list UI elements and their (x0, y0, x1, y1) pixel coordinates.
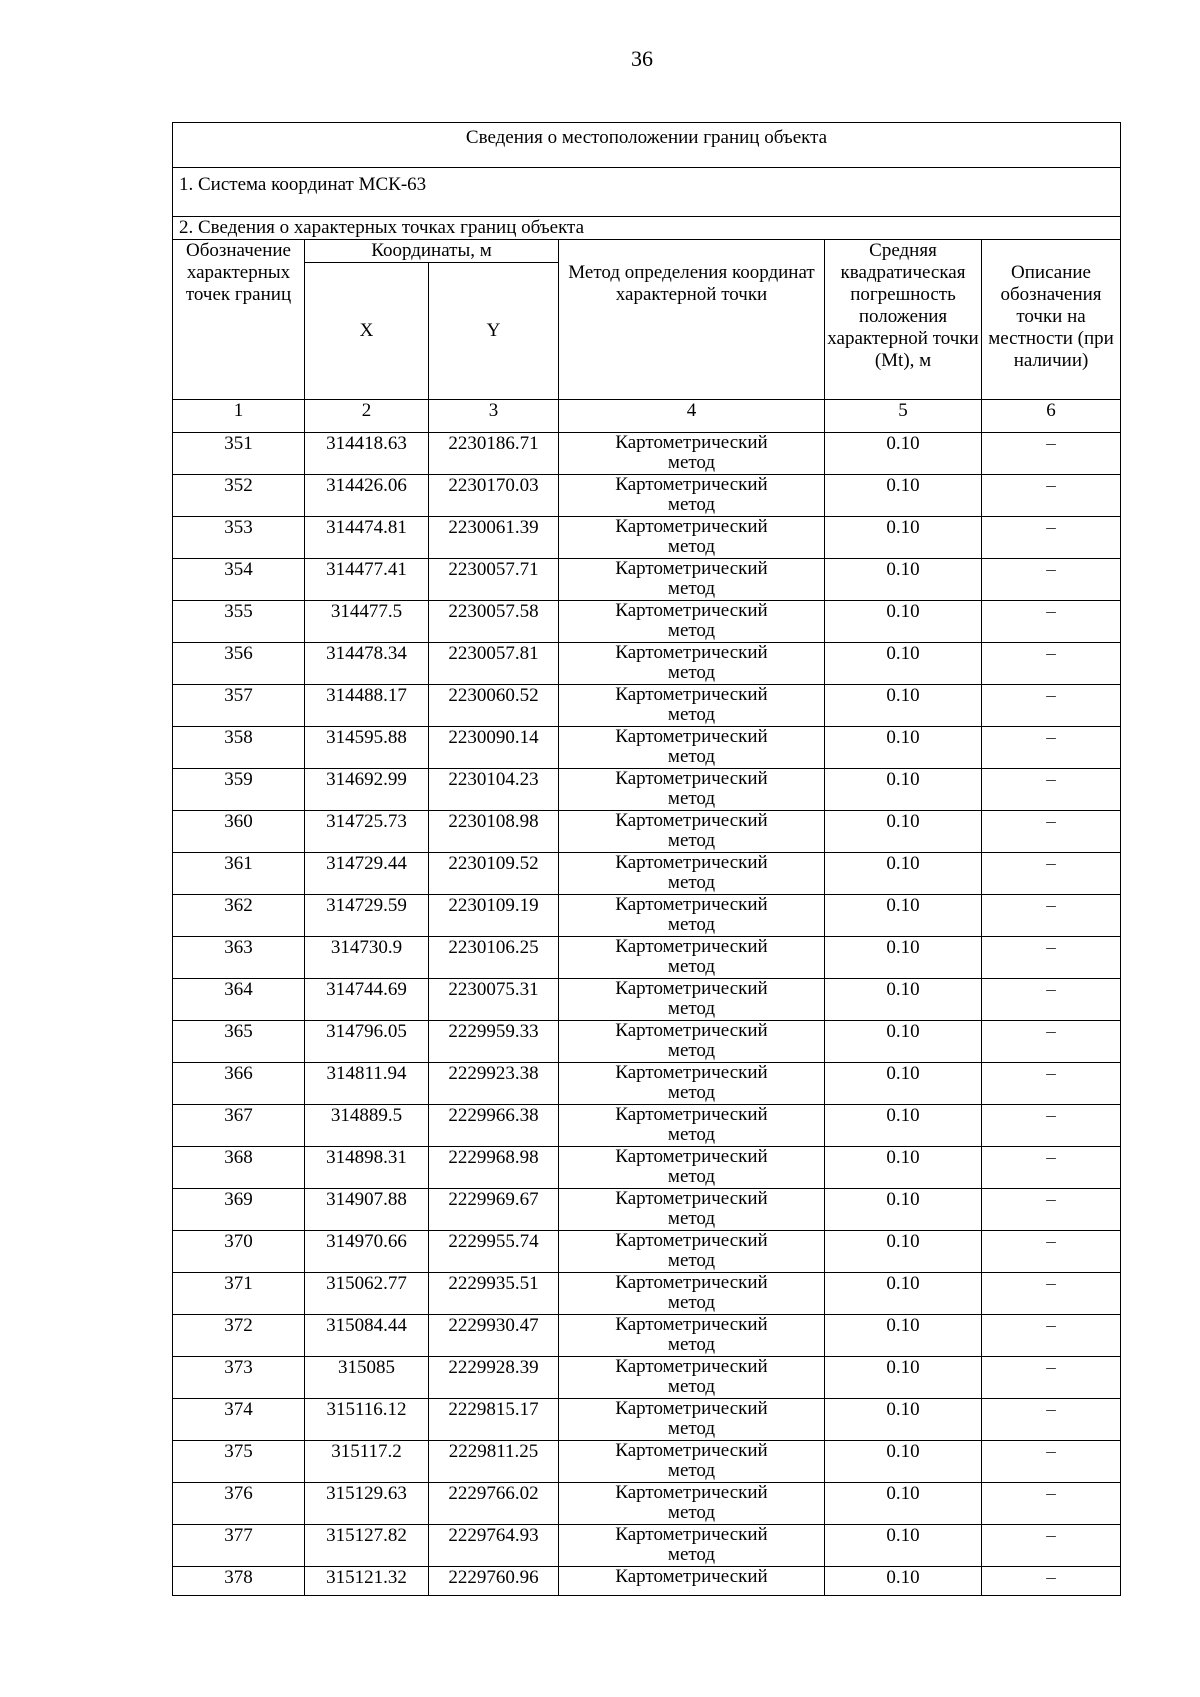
description: – (982, 1315, 1121, 1357)
point-number: 360 (173, 811, 305, 853)
coord-y: 2230057.58 (429, 601, 559, 643)
mean-error: 0.10 (825, 433, 982, 475)
coord-x: 314692.99 (305, 769, 429, 811)
point-number: 363 (173, 937, 305, 979)
description: – (982, 559, 1121, 601)
method (559, 1105, 825, 1147)
mean-error: 0.10 (825, 1231, 982, 1273)
method-line-2: метод (667, 914, 716, 935)
method-line-2: метод (667, 788, 716, 809)
mean-error: 0.10 (825, 1525, 982, 1567)
point-number: 357 (173, 685, 305, 727)
method-line-2: метод (667, 872, 716, 893)
method (559, 1273, 825, 1315)
coord-y: 2230075.31 (429, 979, 559, 1021)
description: – (982, 433, 1121, 475)
coord-x: 314488.17 (305, 685, 429, 727)
point-number: 376 (173, 1483, 305, 1525)
method (559, 1525, 825, 1567)
point-number: 356 (173, 643, 305, 685)
mean-error: 0.10 (825, 853, 982, 895)
method-line-2: метод (667, 536, 716, 557)
method (559, 1189, 825, 1231)
method-line-2: метод (667, 578, 716, 599)
description: – (982, 769, 1121, 811)
column-number: 2 (305, 400, 429, 433)
coord-y: 2230057.71 (429, 559, 559, 601)
coord-y: 2230106.25 (429, 937, 559, 979)
header-description: Описание обозначения точки на местности (при наличии) (982, 240, 1121, 400)
table-row (173, 1147, 1121, 1189)
table-row (173, 1273, 1121, 1315)
mean-error: 0.10 (825, 1441, 982, 1483)
mean-error: 0.10 (825, 1189, 982, 1231)
point-number: 362 (173, 895, 305, 937)
point-number: 361 (173, 853, 305, 895)
mean-error: 0.10 (825, 517, 982, 559)
point-number: 355 (173, 601, 305, 643)
method-line-2: метод (667, 1544, 716, 1565)
point-number: 367 (173, 1105, 305, 1147)
coord-x: 314796.05 (305, 1021, 429, 1063)
coord-y: 2230104.23 (429, 769, 559, 811)
coord-y: 2229766.02 (429, 1483, 559, 1525)
point-number: 365 (173, 1021, 305, 1063)
table-row (173, 811, 1121, 853)
description: – (982, 1483, 1121, 1525)
coord-y: 2229923.38 (429, 1063, 559, 1105)
method-line-1: Картометрический (615, 726, 768, 747)
method (559, 601, 825, 643)
method-line-2: метод (667, 1166, 716, 1187)
point-number: 372 (173, 1315, 305, 1357)
point-number: 366 (173, 1063, 305, 1105)
method-line-1: Картометрический (615, 558, 768, 579)
coord-x: 315117.2 (305, 1441, 429, 1483)
method (559, 475, 825, 517)
description: – (982, 1525, 1121, 1567)
method-line-1: Картометрический (615, 1566, 768, 1587)
table-row (173, 1483, 1121, 1525)
method-line-2: метод (667, 1376, 716, 1397)
method-line-2: метод (667, 1208, 716, 1229)
mean-error: 0.10 (825, 685, 982, 727)
coord-x: 315129.63 (305, 1483, 429, 1525)
coord-x: 314478.34 (305, 643, 429, 685)
coord-x: 314907.88 (305, 1189, 429, 1231)
coord-y: 2229815.17 (429, 1399, 559, 1441)
coord-x: 314474.81 (305, 517, 429, 559)
coord-x: 315121.32 (305, 1567, 429, 1596)
coord-x: 315084.44 (305, 1315, 429, 1357)
method-line-1: Картометрический (615, 1482, 768, 1503)
header-designation: Обозначение характерных точек границ (173, 240, 305, 400)
table-row (173, 475, 1121, 517)
table-row (173, 601, 1121, 643)
method-line-1: Картометрический (615, 1188, 768, 1209)
table-row (173, 685, 1121, 727)
table-row (173, 1021, 1121, 1063)
method-line-1: Картометрический (615, 978, 768, 999)
method-line-1: Картометрический (615, 432, 768, 453)
header-x: X (305, 263, 429, 400)
table-row (173, 517, 1121, 559)
mean-error: 0.10 (825, 727, 982, 769)
description: – (982, 685, 1121, 727)
method-line-2: метод (667, 1502, 716, 1523)
description: – (982, 1189, 1121, 1231)
method (559, 685, 825, 727)
method-line-1: Картометрический (615, 600, 768, 621)
mean-error: 0.10 (825, 979, 982, 1021)
method-line-1: Картометрический (615, 1062, 768, 1083)
table-row (173, 853, 1121, 895)
coord-y: 2230109.19 (429, 895, 559, 937)
coord-y: 2230109.52 (429, 853, 559, 895)
method-line-1: Картометрический (615, 1272, 768, 1293)
column-number: 3 (429, 400, 559, 433)
description: – (982, 1105, 1121, 1147)
coord-y: 2229811.25 (429, 1441, 559, 1483)
method-line-2: метод (667, 452, 716, 473)
table-row (173, 1189, 1121, 1231)
coord-x: 314889.5 (305, 1105, 429, 1147)
method-line-2: метод (667, 704, 716, 725)
method (559, 853, 825, 895)
coord-x: 314898.31 (305, 1147, 429, 1189)
method (559, 769, 825, 811)
description: – (982, 643, 1121, 685)
mean-error: 0.10 (825, 1147, 982, 1189)
coord-y: 2230061.39 (429, 517, 559, 559)
method-line-2: метод (667, 1460, 716, 1481)
mean-error: 0.10 (825, 1315, 982, 1357)
description: – (982, 937, 1121, 979)
mean-error: 0.10 (825, 475, 982, 517)
coord-y: 2229955.74 (429, 1231, 559, 1273)
method-line-2: метод (667, 1124, 716, 1145)
header-y: Y (429, 263, 559, 400)
mean-error: 0.10 (825, 1357, 982, 1399)
mean-error: 0.10 (825, 643, 982, 685)
description: – (982, 475, 1121, 517)
point-number: 369 (173, 1189, 305, 1231)
coord-x: 314477.5 (305, 601, 429, 643)
description: – (982, 1399, 1121, 1441)
column-number: 4 (559, 400, 825, 433)
header-error: Средняя квадратическая погрешность положения характерной точки (Mt), м (825, 240, 982, 400)
method (559, 1063, 825, 1105)
table-row (173, 1567, 1121, 1596)
table-title: Сведения о местоположении границ объекта (173, 123, 1121, 168)
method (559, 1231, 825, 1273)
column-number: 5 (825, 400, 982, 433)
method-line-1: Картометрический (615, 642, 768, 663)
coord-x: 314477.41 (305, 559, 429, 601)
point-number: 374 (173, 1399, 305, 1441)
coord-x: 315062.77 (305, 1273, 429, 1315)
table-row (173, 1357, 1121, 1399)
point-number: 370 (173, 1231, 305, 1273)
method-line-2: метод (667, 1082, 716, 1103)
point-number: 377 (173, 1525, 305, 1567)
method (559, 1357, 825, 1399)
point-number: 354 (173, 559, 305, 601)
method (559, 517, 825, 559)
boundary-points-table (172, 122, 1121, 1596)
point-number: 359 (173, 769, 305, 811)
point-number: 351 (173, 433, 305, 475)
coord-x: 315127.82 (305, 1525, 429, 1567)
description: – (982, 979, 1121, 1021)
point-number: 368 (173, 1147, 305, 1189)
method (559, 937, 825, 979)
method (559, 1315, 825, 1357)
table-row (173, 1399, 1121, 1441)
method-line-1: Картометрический (615, 1398, 768, 1419)
description: – (982, 895, 1121, 937)
description: – (982, 811, 1121, 853)
method-line-2: метод (667, 746, 716, 767)
method-line-1: Картометрический (615, 684, 768, 705)
coord-y: 2230170.03 (429, 475, 559, 517)
mean-error: 0.10 (825, 1021, 982, 1063)
table-row (173, 1525, 1121, 1567)
description: – (982, 1273, 1121, 1315)
column-number: 1 (173, 400, 305, 433)
description: – (982, 1567, 1121, 1596)
method (559, 979, 825, 1021)
coord-x: 314725.73 (305, 811, 429, 853)
point-number: 353 (173, 517, 305, 559)
coord-x: 314744.69 (305, 979, 429, 1021)
table-row (173, 895, 1121, 937)
description: – (982, 1021, 1121, 1063)
point-number: 373 (173, 1357, 305, 1399)
point-number: 364 (173, 979, 305, 1021)
table-row (173, 769, 1121, 811)
method-line-2: метод (667, 1250, 716, 1271)
method (559, 1483, 825, 1525)
method-line-2: метод (667, 494, 716, 515)
coord-y: 2229966.38 (429, 1105, 559, 1147)
mean-error: 0.10 (825, 895, 982, 937)
table-row (173, 1063, 1121, 1105)
table-row (173, 559, 1121, 601)
method-line-2: метод (667, 1418, 716, 1439)
description: – (982, 517, 1121, 559)
mean-error: 0.10 (825, 769, 982, 811)
coord-x: 314729.44 (305, 853, 429, 895)
table-row (173, 937, 1121, 979)
point-number: 352 (173, 475, 305, 517)
method-line-1: Картометрический (615, 768, 768, 789)
method (559, 1567, 825, 1596)
method-line-1: Картометрический (615, 810, 768, 831)
method-line-1: Картометрический (615, 1230, 768, 1251)
method (559, 1441, 825, 1483)
description: – (982, 1147, 1121, 1189)
method (559, 811, 825, 853)
coord-y: 2229935.51 (429, 1273, 559, 1315)
coord-y: 2229928.39 (429, 1357, 559, 1399)
method (559, 1399, 825, 1441)
coord-x: 314426.06 (305, 475, 429, 517)
table-row (173, 1105, 1121, 1147)
coord-x: 314595.88 (305, 727, 429, 769)
method (559, 559, 825, 601)
method (559, 643, 825, 685)
method-line-2: метод (667, 1334, 716, 1355)
method-line-1: Картометрический (615, 1020, 768, 1041)
method-line-2: метод (667, 998, 716, 1019)
coord-y: 2229764.93 (429, 1525, 559, 1567)
method-line-2: метод (667, 1292, 716, 1313)
mean-error: 0.10 (825, 1399, 982, 1441)
method-line-1: Картометрический (615, 1314, 768, 1335)
coord-x: 314729.59 (305, 895, 429, 937)
method-line-2: метод (667, 956, 716, 977)
method-line-1: Картометрический (615, 894, 768, 915)
table-row (173, 727, 1121, 769)
mean-error: 0.10 (825, 1105, 982, 1147)
point-number: 371 (173, 1273, 305, 1315)
method-line-2: метод (667, 662, 716, 683)
coord-x: 314811.94 (305, 1063, 429, 1105)
method (559, 1021, 825, 1063)
point-number: 378 (173, 1567, 305, 1596)
method-line-1: Картометрический (615, 516, 768, 537)
table-row (173, 1441, 1121, 1483)
coord-x: 314970.66 (305, 1231, 429, 1273)
table-row (173, 1231, 1121, 1273)
mean-error: 0.10 (825, 1567, 982, 1596)
table-row (173, 1315, 1121, 1357)
coord-y: 2229760.96 (429, 1567, 559, 1596)
mean-error: 0.10 (825, 1063, 982, 1105)
description: – (982, 1063, 1121, 1105)
coord-y: 2229968.98 (429, 1147, 559, 1189)
method-line-1: Картометрический (615, 474, 768, 495)
description: – (982, 727, 1121, 769)
coord-y: 2229969.67 (429, 1189, 559, 1231)
mean-error: 0.10 (825, 1483, 982, 1525)
method-line-1: Картометрический (615, 1104, 768, 1125)
coord-x: 314730.9 (305, 937, 429, 979)
coord-x: 315085 (305, 1357, 429, 1399)
coord-x: 314418.63 (305, 433, 429, 475)
method-line-1: Картометрический (615, 852, 768, 873)
coordinate-system: 1. Система координат МСК-63 (173, 168, 1121, 217)
column-number: 6 (982, 400, 1121, 433)
coord-y: 2229930.47 (429, 1315, 559, 1357)
description: – (982, 1357, 1121, 1399)
mean-error: 0.10 (825, 937, 982, 979)
coord-y: 2230186.71 (429, 433, 559, 475)
coord-y: 2230057.81 (429, 643, 559, 685)
column-numbers-row (173, 400, 1121, 433)
method (559, 895, 825, 937)
point-number: 375 (173, 1441, 305, 1483)
point-number: 358 (173, 727, 305, 769)
coord-y: 2229959.33 (429, 1021, 559, 1063)
method-line-2: метод (667, 1040, 716, 1061)
header-coordinates: Координаты, м (305, 240, 559, 263)
description: – (982, 601, 1121, 643)
method-line-1: Картометрический (615, 1146, 768, 1167)
points-section-title: 2. Сведения о характерных точках границ объекта (173, 217, 1121, 240)
header-method: Метод определения координат характерной точки (559, 240, 825, 400)
description: – (982, 1231, 1121, 1273)
method (559, 727, 825, 769)
table-row (173, 643, 1121, 685)
description: – (982, 1441, 1121, 1483)
page-number: 36 (631, 46, 653, 71)
mean-error: 0.10 (825, 601, 982, 643)
method-line-2: метод (667, 830, 716, 851)
method-line-1: Картометрический (615, 936, 768, 957)
method (559, 433, 825, 475)
mean-error: 0.10 (825, 559, 982, 601)
mean-error: 0.10 (825, 811, 982, 853)
coord-y: 2230090.14 (429, 727, 559, 769)
method-line-1: Картометрический (615, 1440, 768, 1461)
coord-x: 315116.12 (305, 1399, 429, 1441)
table-row (173, 979, 1121, 1021)
coord-y: 2230108.98 (429, 811, 559, 853)
mean-error: 0.10 (825, 1273, 982, 1315)
table-row (173, 433, 1121, 475)
method-line-1: Картометрический (615, 1356, 768, 1377)
description: – (982, 853, 1121, 895)
method (559, 1147, 825, 1189)
coord-y: 2230060.52 (429, 685, 559, 727)
method-line-1: Картометрический (615, 1524, 768, 1545)
method-line-2: метод (667, 620, 716, 641)
